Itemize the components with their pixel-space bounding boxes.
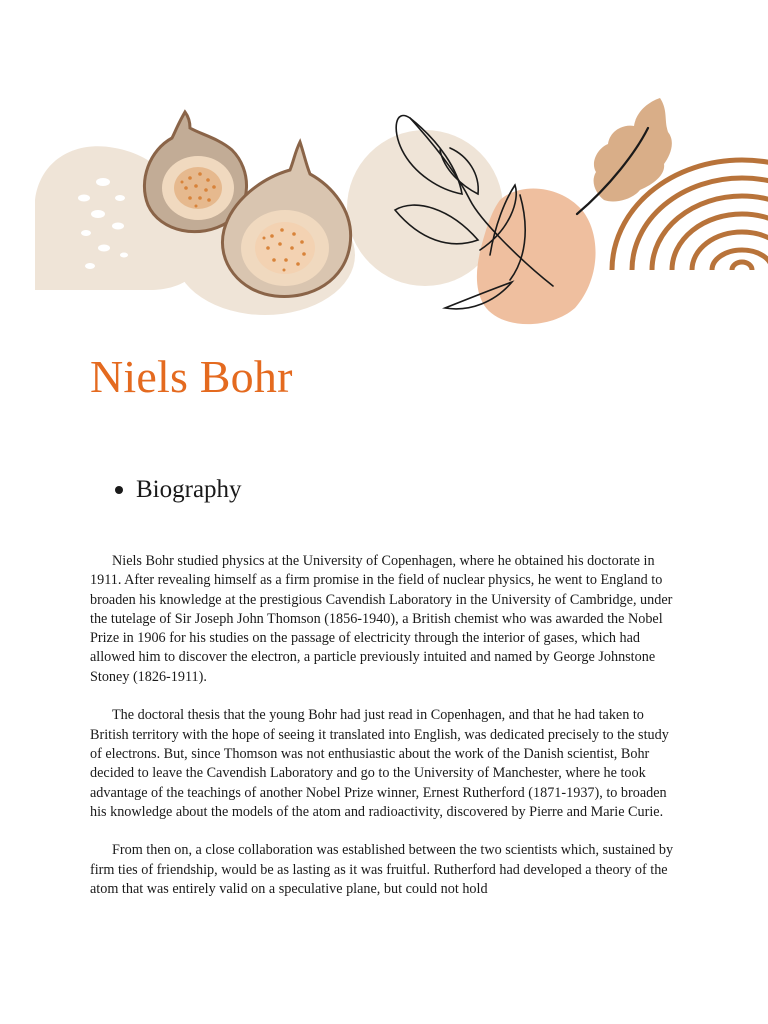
biography-text bbox=[90, 552, 682, 919]
header-illustration bbox=[0, 90, 768, 340]
oak-leaf-icon bbox=[577, 98, 672, 214]
paragraph: Niels Bohr studied physics at the University of Copenhagen, where he obtained his doctorate in 1911. After revealing himself as a firm promise in the field of nuclear physics, he went to England to broaden his knowledge at the prestigious Cavendish Laboratory in the University of Cambridge, under the tutelage of Sir Joseph John Thomson (1856-1940), a British chemist who was awarded the Nobel Prize in 1906 for his studies on the passage of electricity through the interior of gases, which had allowed him to discover the electron, a particle previously intuited and named by George Johnstone Stoney (1826-1911). bbox=[90, 553, 673, 685]
section-heading-biography: Biography bbox=[112, 474, 242, 506]
page-title: Niels Bohr bbox=[90, 351, 293, 402]
paragraph: The doctoral thesis that the young Bohr had just read in Copenhagen, and that he had taken to British territory with the hope of seeing it translated into English, was dedicated precisely to the study of electrons. But, since Thomson was not enthusiastic about the work of the Danish scientist, Bohr decided to leave the Cavendish Laboratory and go to the University of Manchester, where he took advantage of the teachings of another Nobel Prize winner, Ernest Rutherford (1871-1937), to broaden his knowledge about the models of the atom and radioactivity, discovered by Pierre and Marie Curie. bbox=[90, 707, 669, 820]
section-list bbox=[112, 474, 242, 506]
peach-blob bbox=[477, 189, 596, 325]
paragraph: From then on, a close collaboration was established between the two scientists which, sustained by firm ties of friendship, would be as lasting as it was fruitful. Rutherford had developed a theory of the atom that was entirely valid on a speculative plane, but could not hold bbox=[90, 842, 674, 898]
